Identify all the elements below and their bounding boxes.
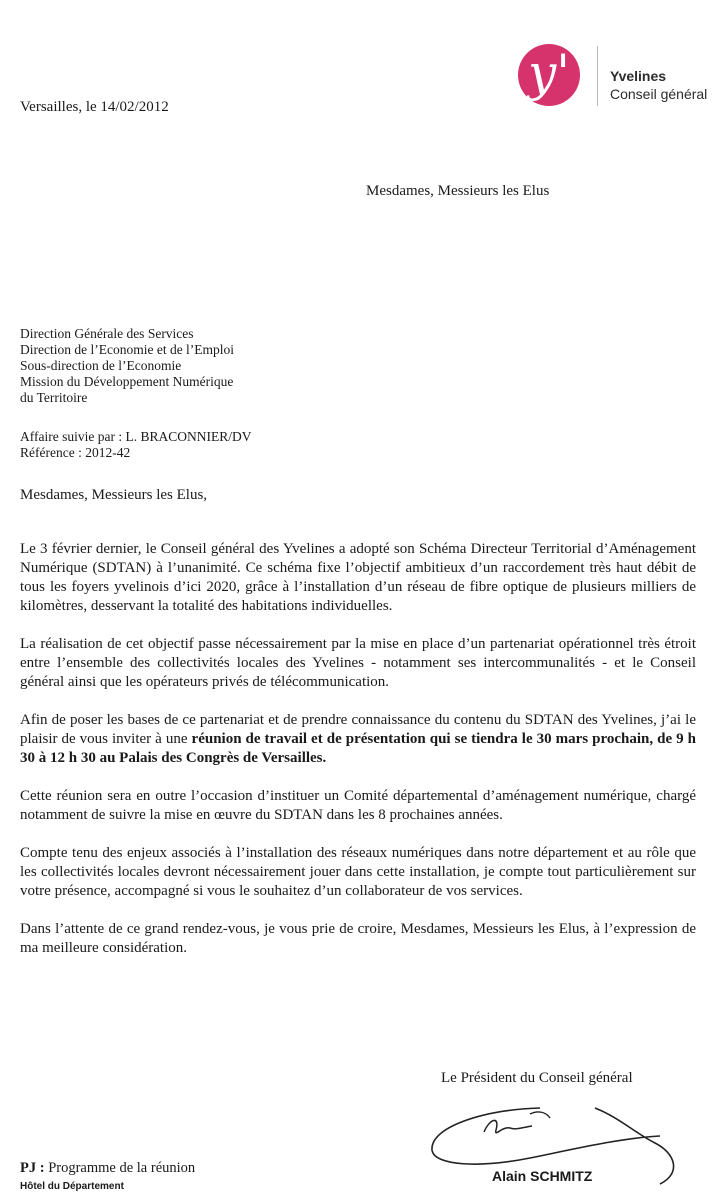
- reference-line: Référence : 2012-42: [20, 445, 131, 460]
- logo-subtitle: Conseil général: [610, 86, 708, 102]
- affaire-line: Affaire suivie par : L. BRACONNIER/DV: [20, 429, 252, 444]
- letter-date: Versailles, le 14/02/2012: [20, 99, 169, 115]
- footer-address: Hôtel du Département: [20, 1181, 124, 1192]
- paragraph-4: Cette réunion sera en outre l’occasion d’instituer un Comité départemental d’aménagement numérique, chargé notamment de suivre la mise en œuvre du SDTAN dans les 8 prochaines années.: [20, 788, 696, 823]
- logo-divider: [597, 46, 598, 106]
- signer-name: Alain SCHMITZ: [492, 1168, 593, 1184]
- paragraph-3: [20, 711, 696, 768]
- paragraph-6: Dans l’attente de ce grand rendez-vous, je vous prie de croire, Mesdames, Messieurs les Elus, à l’expression de ma meilleure considération.: [20, 921, 696, 956]
- service-line: Direction Générale des Services: [20, 326, 194, 341]
- salutation: Mesdames, Messieurs les Elus,: [20, 487, 208, 503]
- paragraph-3-bold: réunion de travail et de présentation qui se tiendra le 30 mars prochain, de 9 h 30 à 12 h 30 au Palais des Congrès de Versailles.: [20, 731, 696, 766]
- paragraph-2: La réalisation de cet objectif passe nécessairement par la mise en place d’un partenariat opérationnel très étroit entre l’ensemble des collectivités locales des Yvelines - notamment ses intercommunalités - et le Conseil général ainsi que les opérateurs privés de télécommunication.: [20, 636, 696, 690]
- yvelines-logo-icon: [518, 44, 580, 106]
- service-line: Direction de l’Economie et de l’Emploi: [20, 342, 235, 357]
- service-line: Sous-direction de l’Economie: [20, 358, 182, 373]
- paragraph-3-text: Afin de poser les bases de ce partenariat et de prendre connaissance du contenu du SDTAN des Yvelines, j’ai le plaisir de vous inviter à une: [20, 712, 696, 747]
- service-line: du Territoire: [20, 390, 88, 405]
- attachment-label: PJ :: [20, 1160, 45, 1176]
- signer-title: Le Président du Conseil général: [441, 1070, 633, 1086]
- attachment-note: [20, 1160, 195, 1177]
- attachment-text: Programme de la réunion: [44, 1160, 196, 1176]
- logo-brand: Yvelines: [610, 68, 667, 84]
- paragraph-5: Compte tenu des enjeux associés à l’installation des réseaux numériques dans notre département et au rôle que les collectivités locales devront nécessairement jouer dans cette installation, je compte tout particulièrement sur votre présence, accompagné si vous le souhaitez d’un collaborateur de vos services.: [20, 845, 696, 899]
- sender-services: [20, 326, 234, 406]
- paragraph-1: Le 3 février dernier, le Conseil général des Yvelines a adopté son Schéma Directeur Territorial d’Aménagement Numérique (SDTAN) à l’unanimité. Ce schéma fixe l’objectif ambitieux d’un raccordement très haut débit de tous les foyers yvelinois d’ici 2020, grâce à l’installation d’un réseau de fibre optique de plusieurs milliers de kilomètres, desservant la totalité des habitations individuelles.: [20, 541, 696, 614]
- letter-body: [20, 540, 696, 977]
- service-line: Mission du Développement Numérique: [20, 374, 234, 389]
- addressee: Mesdames, Messieurs les Elus: [366, 183, 550, 199]
- reference-block: [20, 429, 251, 461]
- logo-glyph: y': [528, 44, 570, 102]
